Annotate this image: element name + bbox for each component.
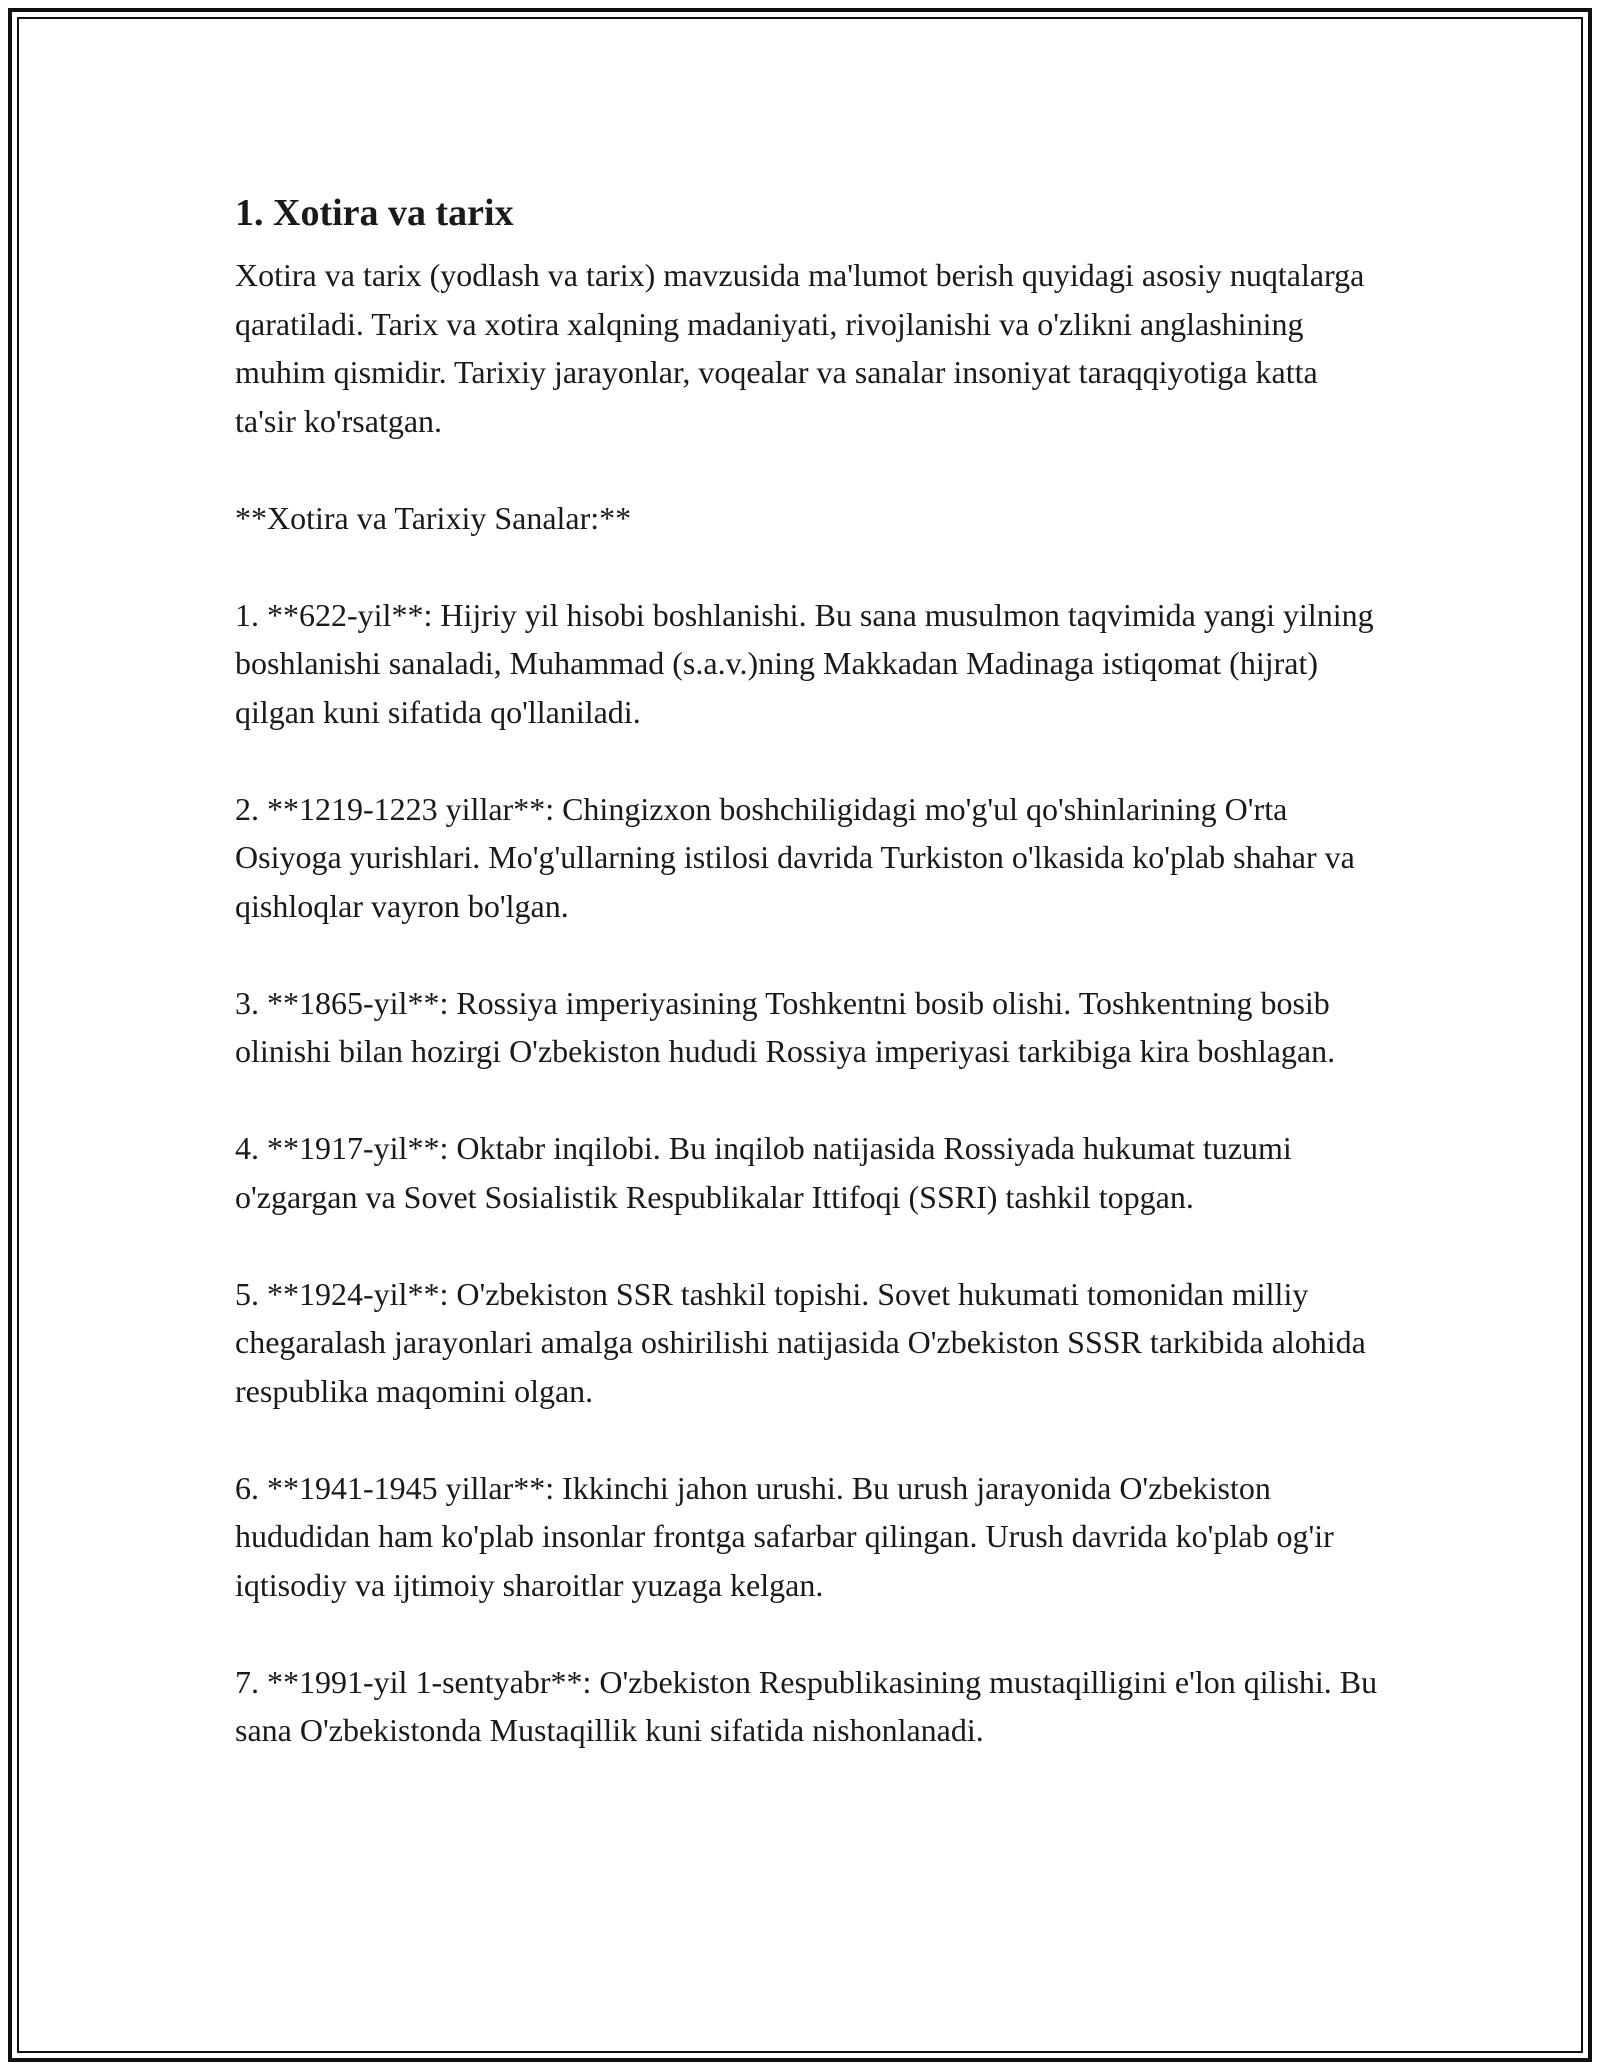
- intro-paragraph: Xotira va tarix (yodlash va tarix) mavzusida ma'lumot berish quyidagi asosiy nuqtalarga qaratiladi. Tarix va xotira xalqning madaniyati, rivojlanishi va o'zlikni anglashining muhim qismidir. Tarixiy jarayonlar, voqealar va sanalar insoniyat taraqqiyotiga katta ta'sir ko'rsatgan.: [235, 257, 1365, 439]
- list-item: 1. **622-yil**: Hijriy yil hisobi boshlanishi. Bu sana musulmon taqvimida yangi yilning boshlanishi sanaladi, Muhammad (s.a.v.)ning Makkadan Madinaga istiqomat (hijrat) qilgan kuni sifatida qo'llaniladi.: [235, 596, 1374, 730]
- section-heading: 1. Xotira va tarix: [235, 192, 514, 234]
- list-item: 5. **1924-yil**: O'zbekiston SSR tashkil topishi. Sovet hukumati tomonidan milliy chegaralash jarayonlari amalga oshirilishi natijasida O'zbekiston SSSR tarkibida alohida respublika maqomini olgan.: [235, 1275, 1366, 1409]
- document-body: [235, 183, 1385, 1755]
- list-item: 7. **1991-yil 1-sentyabr**: O'zbekiston Respublikasining mustaqilligini e'lon qilishi. Bu sana O'zbekistonda Mustaqillik kuni sifatida nishonlanadi.: [235, 1663, 1378, 1748]
- list-item: 2. **1219-1223 yillar**: Chingizxon boshchiligidagi mo'g'ul qo'shinlarining O'rta Osiyoga yurishlari. Mo'g'ullarning istilosi davrida Turkiston o'lkasida ko'plab shahar va qishloqlar vayron bo'lgan.: [235, 790, 1355, 924]
- list-item: 3. **1865-yil**: Rossiya imperiyasining Toshkentni bosib olishi. Toshkentning bosib olinishi bilan hozirgi O'zbekiston hududi Rossiya imperiyasi tarkibiga kira boshlagan.: [235, 984, 1336, 1069]
- list-item: 6. **1941-1945 yillar**: Ikkinchi jahon urushi. Bu urush jarayonida O'zbekiston hududidan ham ko'plab insonlar frontga safarbar qilingan. Urush davrida ko'plab og'ir iqtisodiy va ijtimoiy sharoitlar yuzaga kelgan.: [235, 1469, 1334, 1603]
- list-item: 4. **1917-yil**: Oktabr inqilobi. Bu inqilob natijasida Rossiyada hukumat tuzumi o'zgargan va Sovet Sosialistik Respublikalar Ittifoqi (SSRI) tashkil topgan.: [235, 1130, 1292, 1215]
- section-label: **Xotira va Tarixiy Sanalar:**: [235, 499, 632, 536]
